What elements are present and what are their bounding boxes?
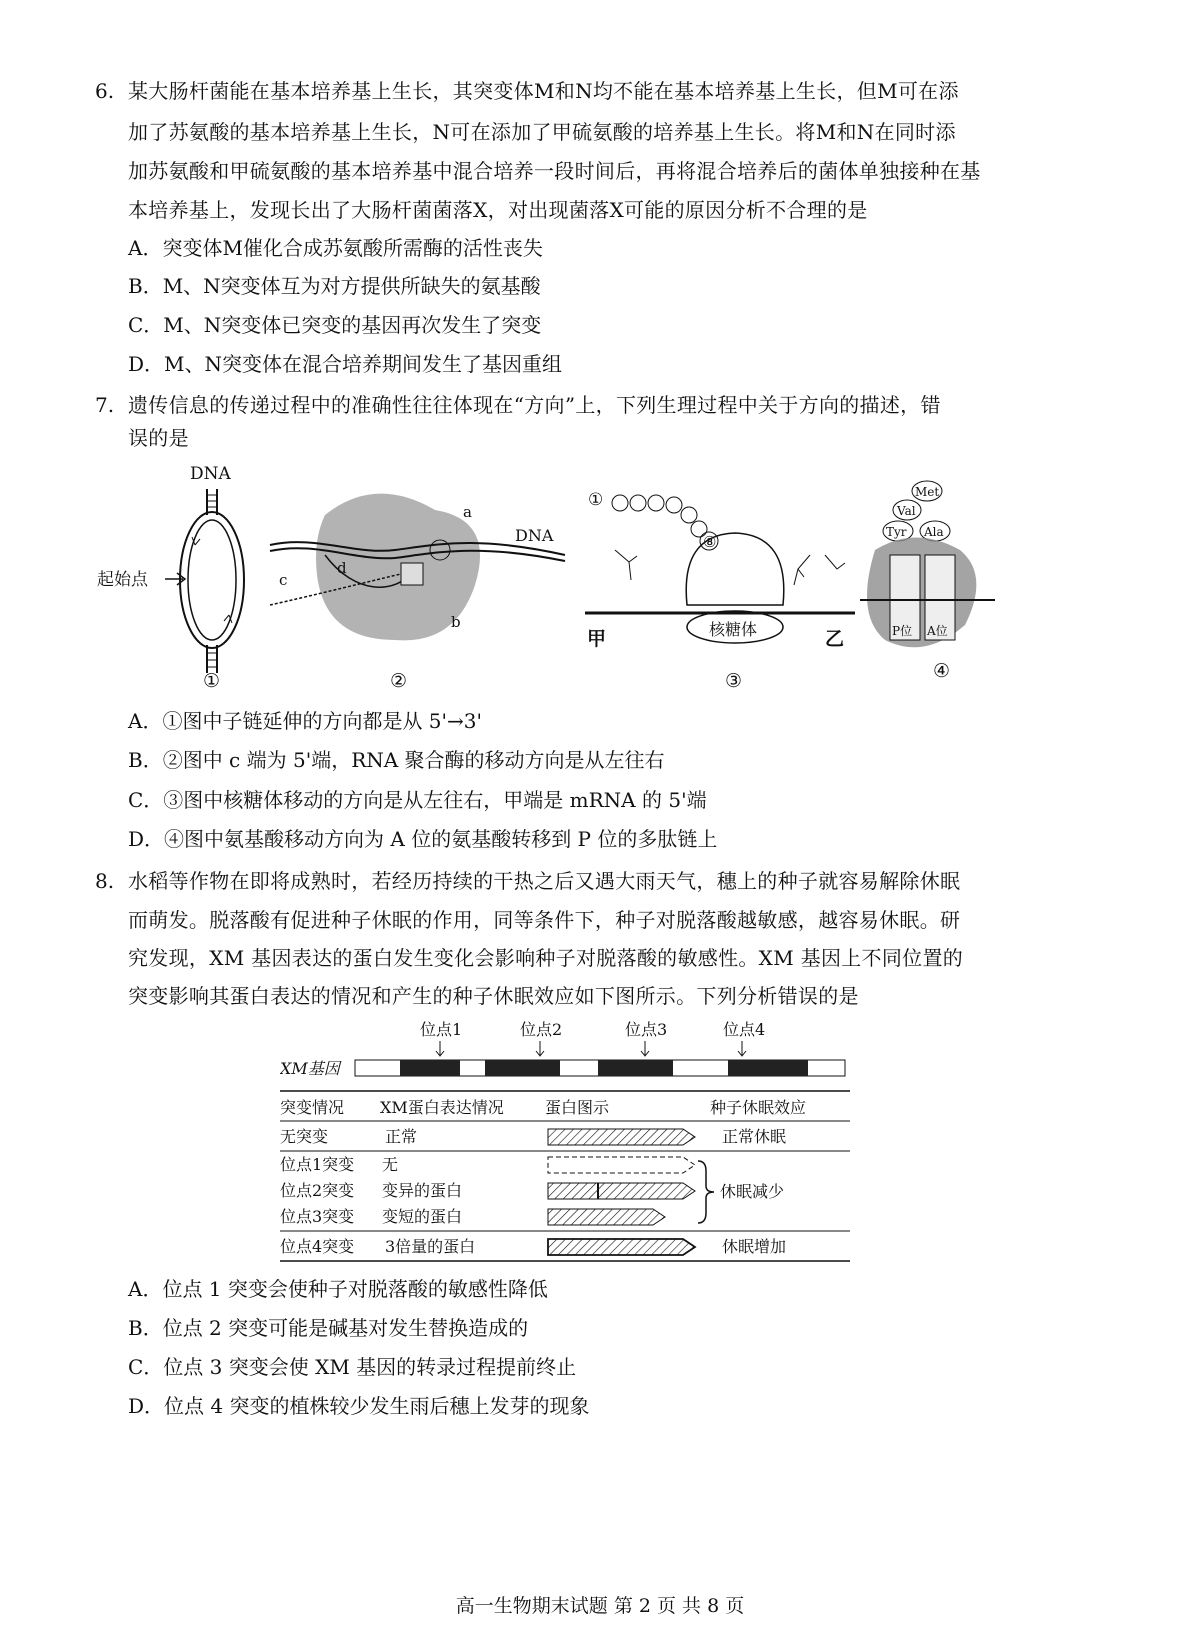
question-8-figure [280,1015,860,1265]
row-4-protein-shape [548,1209,665,1225]
row-5-effect: 休眠增加 [722,1237,787,1256]
row-3-expression: 变异的蛋白 [382,1181,463,1200]
fig4-number: ④ [933,660,951,682]
question-8-option-a: A．位点 1 突变会使种子对脱落酸的敏感性降低 [128,1277,548,1301]
row-1-expression: 正常 [385,1127,418,1146]
row-1-effect: 正常休眠 [722,1127,787,1146]
fig3-number: ③ [725,670,743,692]
fig1-number: ① [203,670,221,692]
fig2-label-b: b [451,613,461,631]
fig3-label-jia: 甲 [587,628,607,650]
fig2-number: ② [390,670,408,692]
row-2-protein-shape [548,1157,695,1173]
question-8-option-b: B．位点 2 突变可能是碱基对发生替换造成的 [128,1316,529,1340]
row-5-mutation: 位点4突变 [280,1237,355,1256]
question-7-line-2: 误的是 [128,426,189,450]
col-header-diagram: 蛋白图示 [545,1098,610,1117]
row-3-protein-shape [548,1183,695,1199]
fig1-dna-label: DNA [190,464,231,484]
fig4-ala: Ala [924,525,944,539]
fig2-label-c: c [279,571,288,589]
question-7-option-d: D．④图中氨基酸移动方向为 A 位的氨基酸转移到 P 位的多肽链上 [128,827,718,851]
fig3-label-yi: 乙 [825,628,845,650]
question-6-line-1: 某大肠杆菌能在基本培养基上生长，其突变体M和N均不能在基本培养基上生长，但M可在添 [128,79,959,103]
figure-1-replication [97,464,244,692]
question-8-number: 8. [95,869,115,893]
row-4-expression: 变短的蛋白 [382,1207,463,1226]
site-3-label: 位点3 [625,1020,668,1039]
rows-2-4-effect: 休眠减少 [720,1182,785,1201]
row-3-mutation: 位点2突变 [280,1181,355,1200]
question-7-option-b: B．②图中 c 端为 5'端，RNA 聚合酶的移动方向是从左往右 [128,748,665,772]
row-2-expression: 无 [382,1155,399,1174]
col-header-expression: XM蛋白表达情况 [380,1098,504,1117]
figure-4-ribosome-sites [860,481,995,682]
fig4-tyr: Tyr [886,525,907,539]
question-8-line-1: 水稻等作物在即将成熟时，若经历持续的干热之后又遇大雨天气，穗上的种子就容易解除休眠 [128,869,961,893]
question-7-number: 7. [95,393,115,417]
fig4-met: Met [915,485,940,499]
row-1-mutation: 无突变 [280,1127,329,1146]
question-6-number: 6. [95,79,115,103]
fig4-a-site: A位 [927,624,948,638]
question-7-option-c: C．③图中核糖体移动的方向是从左往右，甲端是 mRNA 的 5'端 [128,788,707,812]
fig4-p-site: P位 [892,624,913,638]
site-2-label: 位点2 [520,1020,563,1039]
question-8-line-2: 而萌发。脱落酸有促进种子休眠的作用，同等条件下，种子对脱落酸越敏感，越容易休眠。研 [128,908,961,932]
question-7-figure [95,455,1005,695]
question-6-option-d: D．M、N突变体在混合培养期间发生了基因重组 [128,352,563,376]
fig2-label-d: d [337,559,347,577]
question-8-option-c: C．位点 3 突变会使 XM 基因的转录过程提前终止 [128,1355,577,1379]
question-6-line-3: 加苏氨酸和甲硫氨酸的基本培养基中混合培养一段时间后，再将混合培养后的菌体单独接种在基 [128,159,981,183]
col-header-mutation: 突变情况 [280,1098,345,1117]
row-1-protein-shape [548,1129,695,1145]
row-5-expression: 3倍量的蛋白 [385,1237,476,1256]
site-4-label: 位点4 [723,1020,766,1039]
fig3-ribosome-label: 核糖体 [709,620,758,639]
row-2-mutation: 位点1突变 [280,1155,355,1174]
question-6-line-2: 加了苏氨酸的基本培养基上生长，N可在添加了甲硫氨酸的培养基上生长。将M和N在同时添 [128,120,956,144]
xm-gene-diagram [280,1020,850,1261]
col-header-effect: 种子休眠效应 [710,1098,807,1117]
site-1-label: 位点1 [420,1020,463,1039]
question-6-option-c: C．M、N突变体已突变的基因再次发生了突变 [128,313,542,337]
question-6-option-a: A．突变体M催化合成苏氨酸所需酶的活性丧失 [128,236,543,260]
fig3-label-1: ① [588,490,604,510]
question-6-line-4: 本培养基上，发现长出了大肠杆菌菌落X，对出现菌落X可能的原因分析不合理的是 [128,198,868,222]
question-8-line-4: 突变影响其蛋白表达的情况和产生的种子休眠效应如下图所示。下列分析错误的是 [128,984,859,1008]
fig2-dna-label: DNA [515,526,554,545]
question-8-line-3: 究发现，XM 基因表达的蛋白发生变化会影响种子对脱落酸的敏感性。XM 基因上不同位置的 [128,946,964,970]
xm-gene-label: XM基因 [280,1059,340,1078]
page-footer: 高一生物期末试题 第 2 页 共 8 页 [455,1595,745,1617]
question-7-line-1: 遗传信息的传递过程中的准确性往往体现在“方向”上，下列生理过程中关于方向的描述，错 [128,393,941,417]
figure-2-transcription [270,494,565,692]
question-6-option-b: B．M、N突变体互为对方提供所缺失的氨基酸 [128,274,541,298]
fig2-label-a: a [463,503,472,521]
question-7-option-a: A．①图中子链延伸的方向都是从 5'→3' [128,709,483,733]
fig3-label-8: ⑧ [703,533,717,551]
fig1-origin-label: 起始点 [97,570,148,590]
question-8-option-d: D．位点 4 突变的植株较少发生雨后穗上发芽的现象 [128,1394,590,1418]
row-4-mutation: 位点3突变 [280,1207,355,1226]
row-5-protein-shape [548,1239,695,1255]
figure-3-translation [585,490,855,692]
fig4-val: Val [897,504,916,518]
